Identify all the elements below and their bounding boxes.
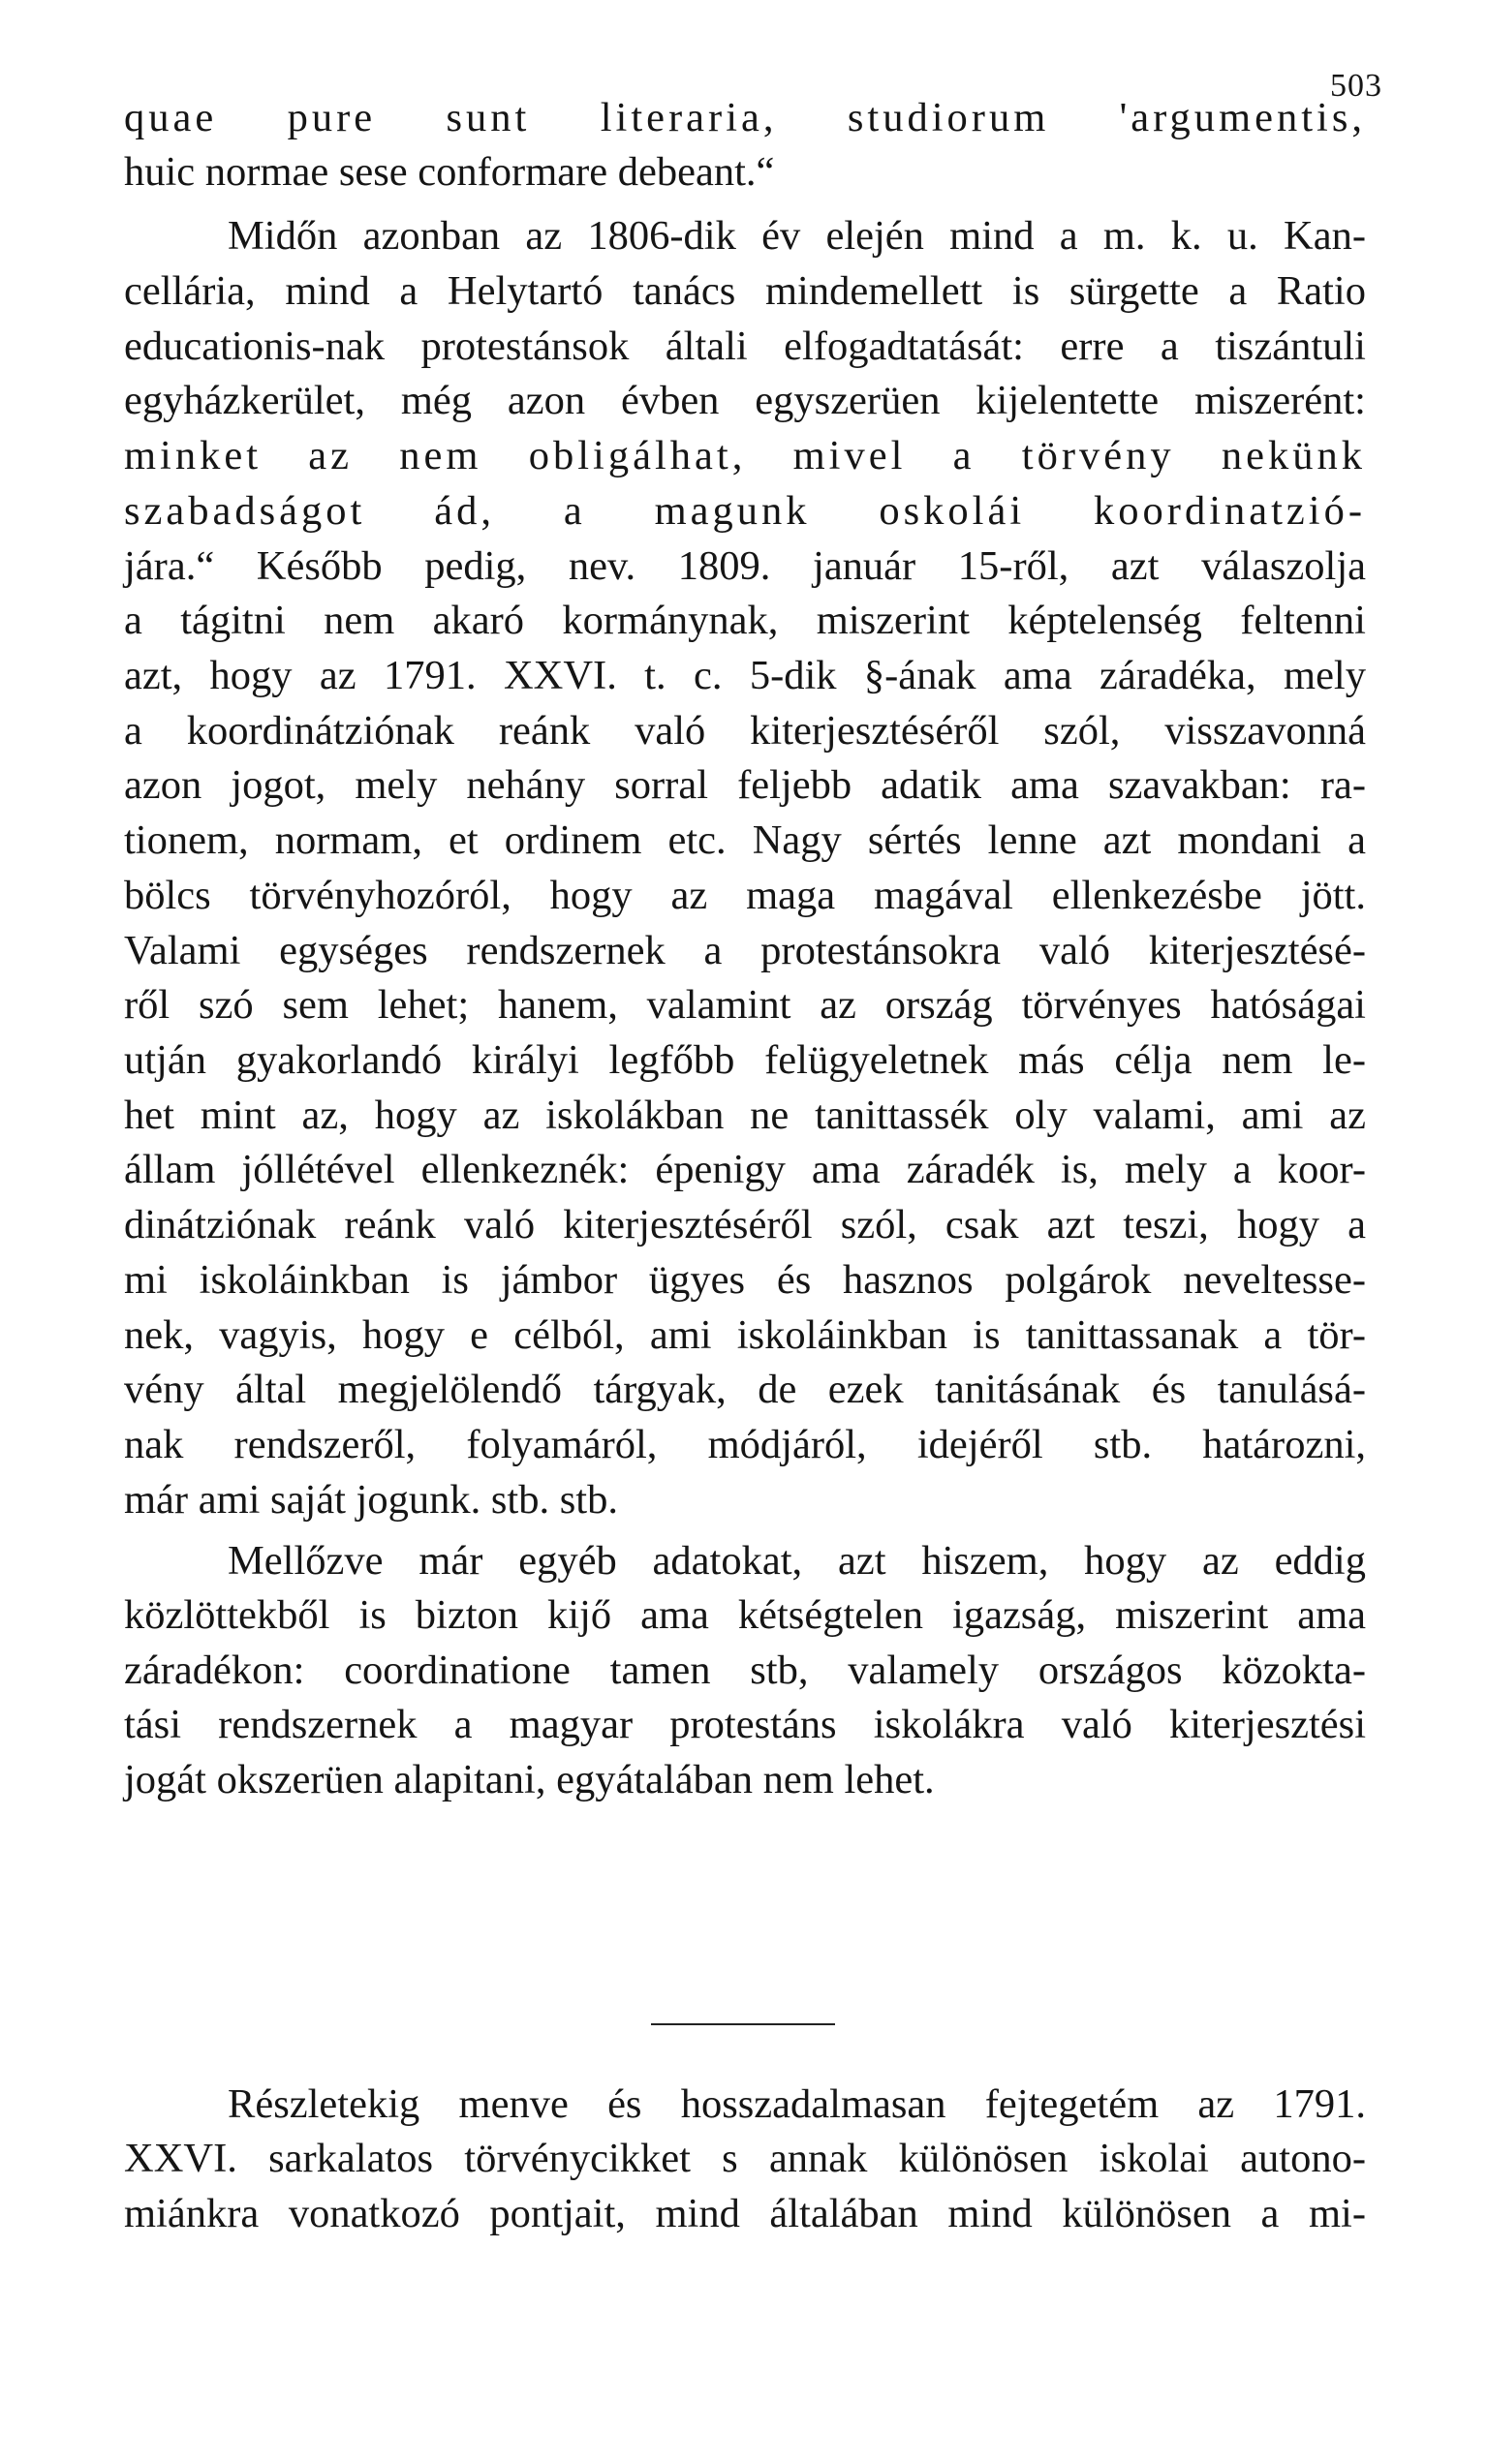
text-line-16: Valami egységes rendszernek a protestánsokra való kiterjesztésé- xyxy=(124,928,1366,973)
text-line-11: azt, hogy az 1791. XXVI. t. c. 5-dik §-ának ama záradéka, mely xyxy=(124,653,1366,698)
text-line-29: záradékon: coordinatione tamen stb, valamely országos közokta- xyxy=(124,1648,1366,1693)
text-line-19: het mint az, hogy az iskolákban ne tanittassék oly valami, ami az xyxy=(124,1093,1366,1138)
text-line-25: nak rendszeről, folyamáról, módjáról, idejéről stb. határozni, xyxy=(124,1422,1366,1467)
text-line-7: minket az nem obligálhat, mivel a törvény nekünk xyxy=(124,433,1366,478)
text-line-17: ről szó sem lehet; hanem, valamint az ország törvényes hatóságai xyxy=(124,982,1366,1028)
text-line-20: állam jóllétével ellenkeznék: épenigy ama záradék is, mely a koor- xyxy=(124,1147,1366,1192)
text-line-34: miánkra vonatkozó pontjait, mind általában mind különösen a mi- xyxy=(124,2191,1366,2236)
text-line-15: bölcs törvényhozóról, hogy az maga magával ellenkezésbe jött. xyxy=(124,873,1366,918)
text-line-24: vény által megjelölendő tárgyak, de ezek tanitásának és tanulásá- xyxy=(124,1367,1366,1412)
text-line-18: utján gyakorlandó királyi legfőbb felügyeletnek más célja nem le- xyxy=(124,1037,1366,1083)
page-number: 503 xyxy=(1330,68,1382,104)
text-line-9: jára.“ Később pedig, nev. 1809. január 15-ről, azt válaszolja xyxy=(124,543,1366,589)
text-line-1: quae pure sunt literaria, studiorum 'argumentis, xyxy=(124,95,1366,140)
text-line-5: educationis-nak protestánsok általi elfogadtatását: erre a tiszántuli xyxy=(124,323,1366,369)
text-line-12: a koordinátziónak reánk való kiterjesztéséről szól, visszavonná xyxy=(124,708,1366,754)
text-line-13: azon jogot, mely nehány sorral feljebb adatik ama szavakban: ra- xyxy=(124,762,1366,808)
text-line-27: Mellőzve már egyéb adatokat, azt hiszem, hogy az eddig xyxy=(228,1538,1366,1584)
section-divider xyxy=(651,2023,835,2025)
text-line-28: közlöttekből is bizton kijő ama kétségtelen igazság, miszerint ama xyxy=(124,1592,1366,1638)
text-line-26: már ami saját jogunk. stb. stb. xyxy=(124,1477,618,1523)
text-line-6: egyházkerület, még azon évben egyszerüen kijelentette miszerént: xyxy=(124,378,1366,423)
text-line-23: nek, vagyis, hogy e célból, ami iskoláinkban is tanittassanak a tör- xyxy=(124,1312,1366,1358)
text-line-22: mi iskoláinkban is jámbor ügyes és hasznos polgárok neveltesse- xyxy=(124,1257,1366,1303)
text-line-8: szabadságot ád, a magunk oskolái koordinatzió- xyxy=(124,488,1366,534)
text-line-31: jogát okszerüen alapitani, egyátalában nem lehet. xyxy=(124,1757,935,1802)
text-line-30: tási rendszernek a magyar protestáns iskolákra való kiterjesztési xyxy=(124,1702,1366,1747)
text-line-3: Midőn azonban az 1806-dik év elején mind a m. k. u. Kan- xyxy=(228,213,1366,259)
text-line-4: cellária, mind a Helytartó tanács mindemellett is sürgette a Ratio xyxy=(124,268,1366,314)
text-line-10: a tágitni nem akaró kormánynak, miszerint képtelenség feltenni xyxy=(124,598,1366,643)
text-line-21: dinátziónak reánk való kiterjesztéséről szól, csak azt teszi, hogy a xyxy=(124,1202,1366,1247)
text-line-32: Részletekig menve és hosszadalmasan fejtegetém az 1791. xyxy=(228,2081,1366,2127)
text-line-2: huic normae sese conformare debeant.“ xyxy=(124,149,775,195)
text-line-33: XXVI. sarkalatos törvénycikket s annak különösen iskolai autono- xyxy=(124,2136,1366,2181)
text-line-14: tionem, normam, et ordinem etc. Nagy sértés lenne azt mondani a xyxy=(124,817,1366,863)
